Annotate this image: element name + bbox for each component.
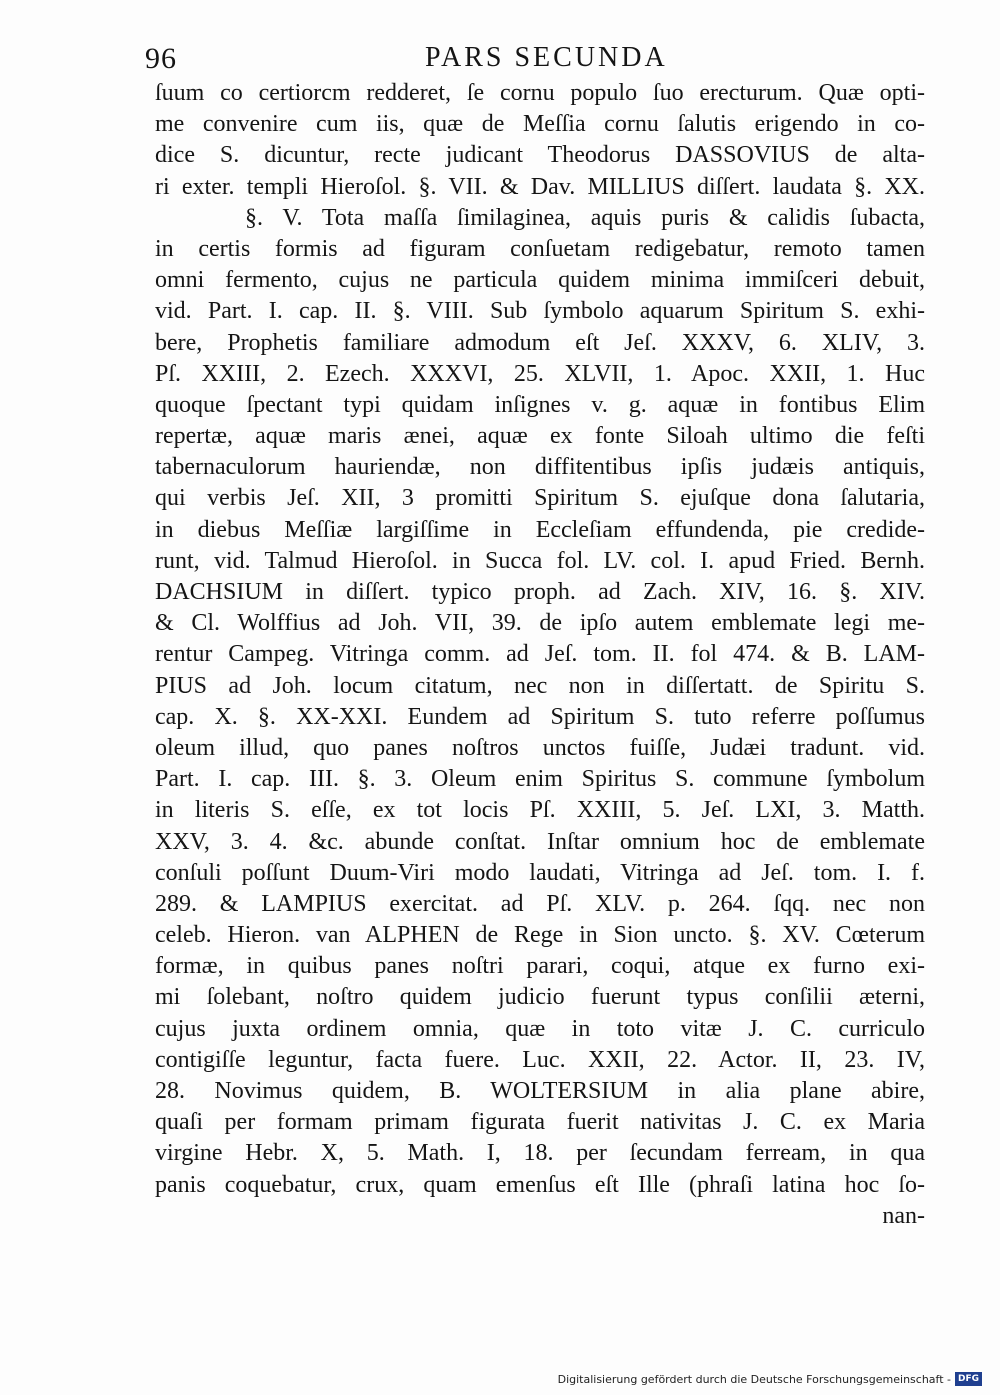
page-header (145, 38, 925, 78)
text-line: celeb. Hieron. van ALPHEN de Rege in Sion uncto. §. XV. Cœterum (155, 922, 925, 949)
text-line: quaſi per formam primam figurata fuerit nativitas J. C. ex Maria (155, 1109, 925, 1136)
text-line: runt, vid. Talmud Hieroſol. in Succa fol. LV. col. I. apud Fried. Bernh. (155, 547, 925, 574)
text-line: 28. Novimus quidem, B. WOLTERSIUM in alia plane abire, (155, 1078, 925, 1104)
page-number: 96 (145, 42, 177, 75)
text-line: cap. X. §. XX-XXI. Eundem ad Spiritum S. tuto referre poſſumus (155, 703, 925, 730)
text-line: nan- (882, 1202, 925, 1229)
text-line: mi ſolebant, noſtro quidem judicio fuerunt typus conſilii æterni, (155, 984, 925, 1011)
text-line: panis coquebatur, crux, quam emenſus eſt Ille (phraſi latina hoc ſo- (155, 1171, 925, 1198)
text-line: ſuum co certiorcm redderet, ſe cornu populo ſuo erecturum. Quæ opti- (155, 80, 925, 106)
text-line: & Cl. Wolffius ad Joh. VII, 39. de ipſo autem emblemate legi me- (155, 610, 925, 637)
text-line: DACHSIUM in diſſert. typico proph. ad Zach. XIV, 16. §. XIV. (155, 579, 925, 605)
text-line: quoque ſpectant typi quidam inſignes v. g. aquæ in fontibus Elim (155, 391, 925, 418)
text-line: formæ, in quibus panes noſtri parari, coqui, atque ex furno exi- (155, 953, 925, 980)
body-text (155, 78, 925, 1232)
text-line: in diebus Meſſiæ largiſſime in Eccleſiam effundenda, pie credide- (155, 516, 925, 543)
digitization-footer (558, 1371, 982, 1387)
text-line: rentur Campeg. Vitringa comm. ad Jeſ. tom. II. fol 474. & B. LAM- (155, 641, 925, 668)
text-line: 289. & LAMPIUS exercitat. ad Pſ. XLV. p. 264. ſqq. nec non (155, 890, 925, 917)
running-head: PARS SECUNDA (425, 42, 668, 73)
text-line: in literis S. eſſe, ex tot locis Pſ. XXIII, 5. Jeſ. LXI, 3. Matth. (155, 797, 925, 824)
text-line: vid. Part. I. cap. II. §. VIII. Sub ſymbolo aquarum Spiritum S. exhi- (155, 298, 925, 325)
text-line: omni fermento, cujus ne particula quidem minima immiſceri debuit, (155, 267, 925, 294)
text-line: Pſ. XXIII, 2. Ezech. XXXVI, 25. XLVII, 1. Apoc. XXII, 1. Huc (155, 360, 925, 387)
text-line: §. V. Tota maſſa ſimilaginea, aquis puris & calidis ſubacta, (245, 204, 925, 231)
text-line: contigiſſe leguntur, facta fuere. Luc. XXII, 22. Actor. II, 23. IV, (155, 1046, 925, 1073)
text-line: dice S. dicuntur, recte judicant Theodorus DASSOVIUS de alta- (155, 142, 925, 169)
text-line: repertæ, aquæ maris ænei, aquæ ex fonte Siloah ultimo die feſti (155, 423, 925, 450)
text-line: XXV, 3. 4. &c. abunde conſtat. Inſtar omnium hoc de emblemate (155, 828, 925, 855)
text-line: ri exter. templi Hieroſol. §. VII. & Dav. MILLIUS diſſert. laudata §. XX. (155, 173, 925, 200)
text-line: Part. I. cap. III. §. 3. Oleum enim Spiritus S. commune ſymbolum (155, 766, 925, 793)
text-line: me convenire cum iis, quæ de Meſſia cornu ſalutis erigendo in co- (155, 111, 925, 138)
text-line: cujus juxta ordinem omnia, quæ in toto vitæ J. C. curriculo (155, 1015, 925, 1042)
text-line: tabernaculorum hauriendæ, non diffitentibus ipſis judæis antiquis, (155, 454, 925, 481)
dfg-logo-icon: DFG (955, 1372, 982, 1386)
footer-credit: Digitalisierung gefördert durch die Deutsche Forschungsgemeinschaft - (557, 1372, 951, 1386)
text-line: virgine Hebr. X, 5. Math. I, 18. per ſecundam ferream, in qua (155, 1140, 925, 1167)
text-line: in certis formis ad figuram conſuetam redigebatur, remoto tamen (155, 235, 925, 262)
text-line: PIUS ad Joh. locum citatum, nec non in diſſertatt. de Spiritu S. (155, 672, 925, 699)
text-line: oleum illud, quo panes noſtros unctos fuiſſe, Judæi tradunt. vid. (155, 734, 925, 761)
text-line: conſuli poſſunt Duum-Viri modo laudati, Vitringa ad Jeſ. tom. I. f. (155, 859, 925, 886)
text-line: bere, Prophetis familiare admodum eſt Jeſ. XXXV, 6. XLIV, 3. (155, 329, 925, 356)
text-line: qui verbis Jeſ. XII, 3 promitti Spiritum S. ejuſque dona ſalutaria, (155, 485, 925, 512)
